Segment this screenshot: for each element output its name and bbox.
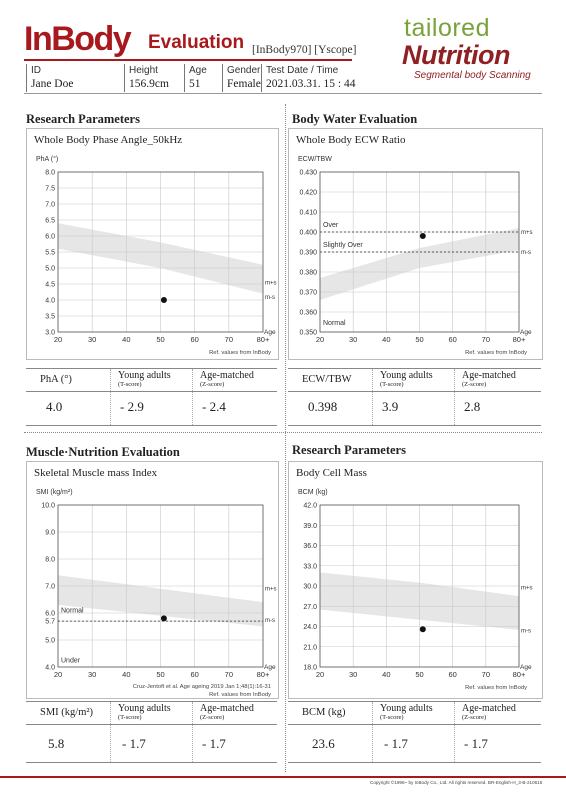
y-tick-label: 42.0 (303, 502, 317, 510)
ecw-ratio-chart (288, 148, 541, 358)
info-value: 156.9cm (129, 78, 169, 90)
y-tick-label: 6.0 (45, 233, 55, 241)
score-value: 4.0 (46, 399, 63, 414)
young-adults-header (380, 371, 433, 389)
score-table-phase-angle (26, 368, 277, 426)
x-axis-label: Age (520, 664, 532, 671)
logo-tagline: Segmental body Scanning (414, 70, 531, 81)
report-title: Evaluation (148, 32, 245, 53)
x-tick-label: 60 (448, 335, 457, 344)
info-label: ID (31, 65, 41, 76)
y-tick-label: 4.5 (45, 281, 55, 289)
score-label: SMI (kg/m²) (40, 707, 94, 718)
zone-annotation: Over (323, 222, 339, 229)
y-tick-label: 21.0 (303, 644, 317, 652)
section-title-muscle-nutrition: Muscle·Nutrition Evaluation (26, 445, 180, 459)
score-value: 0.398 (308, 399, 338, 414)
x-tick-label: 20 (53, 670, 63, 679)
info-rule (24, 93, 542, 94)
y-tick-label: 0.420 (299, 189, 317, 197)
x-tick-label: 40 (382, 670, 391, 679)
y-tick-label: 7.0 (45, 583, 55, 591)
young-adults-score: - 1.7 (384, 736, 408, 751)
x-tick-label: 60 (190, 670, 199, 679)
header-sub: (Z-score) (462, 381, 487, 388)
y-tick-label: 0.400 (299, 229, 317, 237)
header-sub: (T-score) (380, 714, 404, 721)
y-tick-label: 6.5 (45, 217, 55, 225)
age-matched-score: 2.8 (464, 399, 481, 414)
x-tick-label: 60 (448, 670, 457, 679)
age-matched-score: - 1.7 (202, 736, 226, 751)
y-tick-label: 30.0 (303, 583, 317, 591)
reference-note: Ref. values from InBody (465, 350, 527, 356)
x-tick-label: 70 (481, 670, 491, 679)
info-label: Test Date / Time (266, 65, 339, 76)
x-tick-label: 60 (190, 335, 199, 344)
band-label-upper: m+s (521, 585, 533, 592)
score-divider (192, 702, 193, 762)
band-label-lower: m-s (265, 294, 275, 301)
age-matched-score: - 1.7 (464, 736, 488, 751)
reference-note: Ref. values from InBody (209, 350, 271, 356)
y-tick-label: 4.0 (45, 664, 55, 672)
info-height (124, 64, 185, 92)
band-label-upper: m+s (265, 586, 277, 593)
age-matched-header (462, 704, 516, 722)
x-tick-label: 80+ (256, 670, 270, 679)
y-axis-label: SMI (kg/m²) (36, 489, 73, 496)
score-divider (192, 369, 193, 425)
info-value: 2021.03.31. 15 : 44 (266, 78, 356, 90)
info-age (184, 64, 225, 92)
info-label: Age (189, 65, 207, 76)
header-sub: (T-score) (118, 381, 142, 388)
band-label-lower: m-s (521, 628, 531, 635)
y-tick-label: 18.0 (303, 664, 317, 672)
score-value: 23.6 (312, 736, 335, 751)
x-axis-label: Age (264, 329, 276, 336)
info-value: Jane Doe (31, 78, 74, 90)
horizontal-divider (24, 432, 542, 433)
x-tick-label: 40 (382, 335, 391, 344)
score-header-rule (26, 724, 277, 725)
y-tick-label: 8.0 (45, 169, 55, 177)
zone-annotation: Normal (323, 320, 346, 327)
y-tick-label: 6.0 (45, 610, 55, 618)
score-table-bcm (288, 701, 541, 763)
y-tick-label: 10.0 (41, 502, 55, 510)
header-text: Age-matched (200, 703, 254, 714)
smi-chart (26, 481, 277, 697)
x-tick-label: 50 (156, 335, 165, 344)
score-header-rule (288, 391, 541, 392)
info-label: Gender (227, 65, 261, 76)
reference-citation: Cruz-Jentoft et al. Age ageing 2019 Jan 1;48(1):16-31 (132, 684, 271, 690)
x-tick-label: 40 (122, 670, 131, 679)
y-tick-label: 24.0 (303, 624, 317, 631)
tailored-logo-text: tailored (404, 14, 490, 42)
nutrition-logo-text: Nutrition (402, 40, 510, 70)
x-tick-label: 20 (315, 335, 325, 344)
y-axis-label: PhA (°) (36, 156, 59, 163)
footer-rule (0, 776, 566, 778)
y-tick-label: 3.0 (45, 329, 55, 337)
y-tick-label: 8.0 (45, 556, 55, 564)
data-point (420, 626, 426, 632)
x-axis-label: Age (520, 329, 532, 336)
x-tick-label: 40 (122, 335, 131, 344)
band-label-upper: m+s (521, 230, 533, 236)
band-label-lower: m-s (265, 617, 275, 624)
data-point (161, 615, 167, 621)
y-tick-label: 3.5 (45, 313, 55, 321)
y-tick-label: 36.0 (303, 543, 317, 550)
zone-annotation: Slightly Over (323, 242, 363, 249)
x-tick-label: 70 (224, 335, 234, 344)
score-divider (372, 702, 373, 762)
young-adults-score: - 2.9 (120, 399, 144, 414)
score-header-rule (26, 391, 277, 392)
header-sub: (Z-score) (200, 381, 225, 388)
y-tick-label: 5.0 (45, 637, 55, 645)
y-tick-label: 5.5 (45, 249, 55, 257)
bcm-chart (288, 481, 541, 697)
y-tick-label: 5.0 (45, 265, 55, 273)
header-sub: (Z-score) (200, 714, 225, 721)
x-tick-label: 20 (53, 335, 63, 344)
young-adults-header (380, 704, 433, 722)
header-sub: (Z-score) (462, 714, 487, 721)
x-tick-label: 50 (415, 670, 424, 679)
zone-annotation: Normal (61, 607, 84, 615)
y-tick-label: 0.360 (299, 309, 317, 317)
info-value: 51 (189, 78, 201, 90)
reference-note: Ref. values from InBody (209, 692, 271, 697)
data-point (161, 297, 167, 303)
y-tick-label: 33.0 (303, 563, 317, 571)
header-rule (24, 59, 352, 61)
inbody-logo: InBody (24, 20, 131, 58)
header-text: Young adults (118, 370, 171, 381)
x-tick-label: 30 (87, 335, 97, 344)
info-value: Female (227, 78, 261, 90)
section-title-research-1: Research Parameters (26, 112, 140, 126)
panel-title: Skeletal Muscle mass Index (34, 467, 158, 479)
age-matched-header (200, 704, 254, 722)
x-tick-label: 30 (87, 670, 97, 679)
age-matched-header (462, 371, 516, 389)
y-tick-label: 7.0 (45, 201, 55, 209)
vertical-divider (285, 104, 286, 772)
young-adults-score: - 1.7 (122, 736, 146, 751)
y-tick-label: 4.0 (45, 297, 55, 305)
panel-title: Whole Body ECW Ratio (296, 134, 406, 146)
score-table-ecw (288, 368, 541, 426)
info-id (26, 64, 125, 92)
y-tick-label: 0.410 (299, 209, 317, 217)
score-label: ECW/TBW (302, 374, 352, 385)
reference-note: Ref. values from InBody (465, 685, 527, 691)
young-adults-score: 3.9 (382, 399, 399, 414)
y-axis-label: ECW/TBW (298, 156, 332, 163)
band-label-lower: m-s (521, 250, 531, 256)
x-tick-label: 30 (348, 335, 358, 344)
header-text: Young adults (380, 370, 433, 381)
section-title-body-water: Body Water Evaluation (292, 112, 418, 126)
x-tick-label: 80+ (512, 670, 526, 679)
score-divider (454, 369, 455, 425)
y-tick-label: 7.5 (45, 185, 55, 193)
header-sub: (T-score) (380, 381, 404, 388)
x-tick-label: 30 (348, 670, 358, 679)
score-divider (454, 702, 455, 762)
data-point (420, 233, 426, 239)
age-matched-header (200, 371, 254, 389)
header-text: Age-matched (200, 370, 254, 381)
score-label: BCM (kg) (302, 707, 346, 718)
y-tick-label: 0.390 (299, 249, 317, 257)
phase-angle-chart (26, 148, 277, 358)
header-sub: (T-score) (118, 714, 142, 721)
age-matched-score: - 2.4 (202, 399, 226, 414)
x-tick-label: 80+ (256, 335, 270, 344)
score-table-smi (26, 701, 277, 763)
band-label-upper: m+s (265, 280, 277, 287)
info-test-date (261, 64, 376, 92)
score-value: 5.8 (48, 736, 65, 751)
y-tick-label: 5.7 (45, 618, 55, 626)
zone-annotation: Under (61, 657, 81, 665)
header-text: Young adults (380, 703, 433, 714)
x-tick-label: 70 (481, 335, 491, 344)
panel-title: Body Cell Mass (296, 467, 367, 479)
y-tick-label: 0.430 (299, 169, 317, 177)
x-tick-label: 20 (315, 670, 325, 679)
y-tick-label: 0.350 (299, 329, 317, 337)
panel-title: Whole Body Phase Angle_50kHz (34, 134, 183, 146)
x-tick-label: 50 (156, 670, 165, 679)
info-gender (222, 64, 263, 92)
young-adults-header (118, 704, 171, 722)
x-tick-label: 50 (415, 335, 424, 344)
copyright: Copyright ©1996~ by InBody Co., Ltd. All rights reserved. BR-English-H_3-B-210615 (370, 780, 543, 785)
y-tick-label: 39.0 (303, 522, 317, 530)
score-header-rule (288, 724, 541, 725)
score-divider (110, 369, 111, 425)
y-tick-label: 9.0 (45, 529, 55, 537)
x-tick-label: 70 (224, 670, 234, 679)
info-label: Height (129, 65, 158, 76)
y-axis-label: BCM (kg) (298, 489, 328, 496)
y-tick-label: 0.370 (299, 289, 317, 297)
young-adults-header (118, 371, 171, 389)
header-text: Age-matched (462, 370, 516, 381)
y-tick-label: 0.380 (299, 269, 317, 277)
score-divider (372, 369, 373, 425)
x-tick-label: 80+ (512, 335, 526, 344)
device-model: [InBody970] [Yscope] (252, 44, 357, 56)
header-text: Age-matched (462, 703, 516, 714)
score-label: PhA (°) (40, 374, 72, 385)
y-tick-label: 27.0 (303, 603, 317, 611)
score-divider (110, 702, 111, 762)
section-title-research-2: Research Parameters (292, 443, 406, 457)
x-axis-label: Age (264, 664, 276, 671)
header-text: Young adults (118, 703, 171, 714)
